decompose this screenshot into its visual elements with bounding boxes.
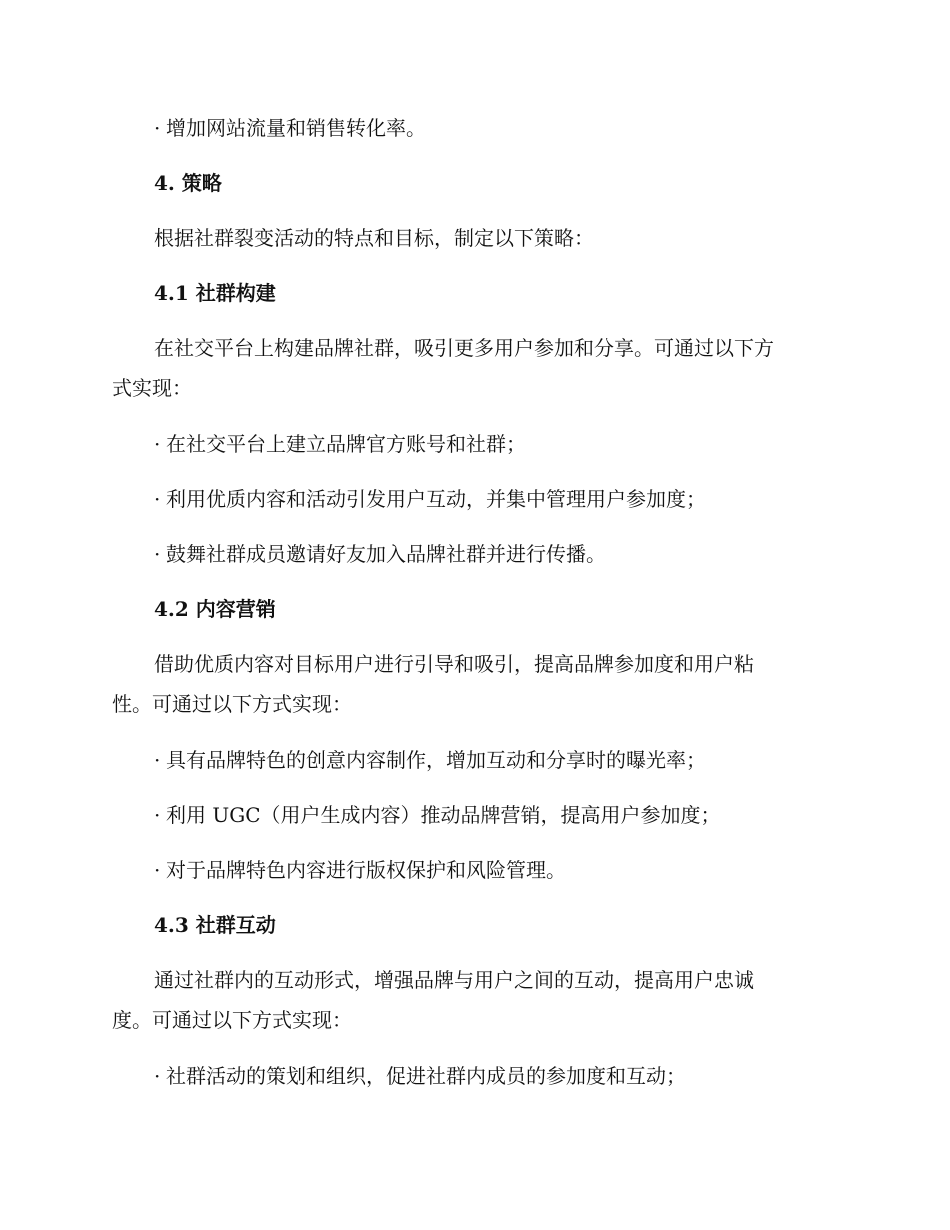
bullet-dot: · xyxy=(154,858,161,882)
paragraph-content-marketing: 借助优质内容对目标用户进行引导和吸引，提高品牌参加度和用户粘 xyxy=(154,652,754,676)
bullet-dot: · xyxy=(154,748,161,772)
paragraph-community-building: 在社交平台上构建品牌社群，吸引更多用户参加和分享。可通过以下方 xyxy=(154,336,774,360)
bullet-text: 在社交平台上建立品牌官方账号和社群； xyxy=(166,432,526,456)
section-heading-strategy: 4. 策略 xyxy=(154,171,222,195)
bullet-dot: · xyxy=(154,542,161,566)
bullet-item-community-activities xyxy=(154,1061,686,1091)
bullet-text: 利用优质内容和活动引发用户互动，并集中管理用户参加度； xyxy=(166,487,706,511)
paragraph-community-interaction-cont: 度。可通过以下方式实现： xyxy=(112,1008,352,1032)
bullet-item-copyright xyxy=(154,855,566,885)
bullet-dot: · xyxy=(154,1064,161,1088)
subsection-heading-content-marketing: 4.2 内容营销 xyxy=(154,597,276,621)
bullet-dot: · xyxy=(154,116,161,140)
bullet-dot: · xyxy=(154,432,161,456)
paragraph-community-interaction: 通过社群内的互动形式，增强品牌与用户之间的互动，提高用户忠诚 xyxy=(154,968,754,992)
subsection-heading-community-interaction: 4.3 社群互动 xyxy=(154,913,276,937)
paragraph-strategy-intro: 根据社群裂变活动的特点和目标，制定以下策略： xyxy=(154,226,594,250)
bullet-item-ugc xyxy=(154,800,721,830)
bullet-text: 利用 UGC（用户生成内容）推动品牌营销，提高用户参加度； xyxy=(166,803,721,827)
bullet-dot: · xyxy=(154,487,161,511)
bullet-item-invite-friends xyxy=(154,539,606,569)
bullet-text: 鼓舞社群成员邀请好友加入品牌社群并进行传播。 xyxy=(166,542,606,566)
paragraph-content-marketing-cont: 性。可通过以下方式实现： xyxy=(112,692,352,716)
bullet-text: 社群活动的策划和组织，促进社群内成员的参加度和互动； xyxy=(166,1064,686,1088)
bullet-text: 具有品牌特色的创意内容制作，增加互动和分享时的曝光率； xyxy=(166,748,706,772)
paragraph-community-building-cont: 式实现： xyxy=(112,376,192,400)
bullet-text: 对于品牌特色内容进行版权保护和风险管理。 xyxy=(166,858,566,882)
bullet-item-creative-content xyxy=(154,745,706,775)
bullet-item-quality-content xyxy=(154,484,706,514)
subsection-heading-community-building: 4.1 社群构建 xyxy=(154,281,276,305)
bullet-item-official-account xyxy=(154,429,526,459)
bullet-item-website-traffic xyxy=(154,113,426,143)
bullet-text: 增加网站流量和销售转化率。 xyxy=(166,116,426,140)
bullet-dot: · xyxy=(154,803,161,827)
